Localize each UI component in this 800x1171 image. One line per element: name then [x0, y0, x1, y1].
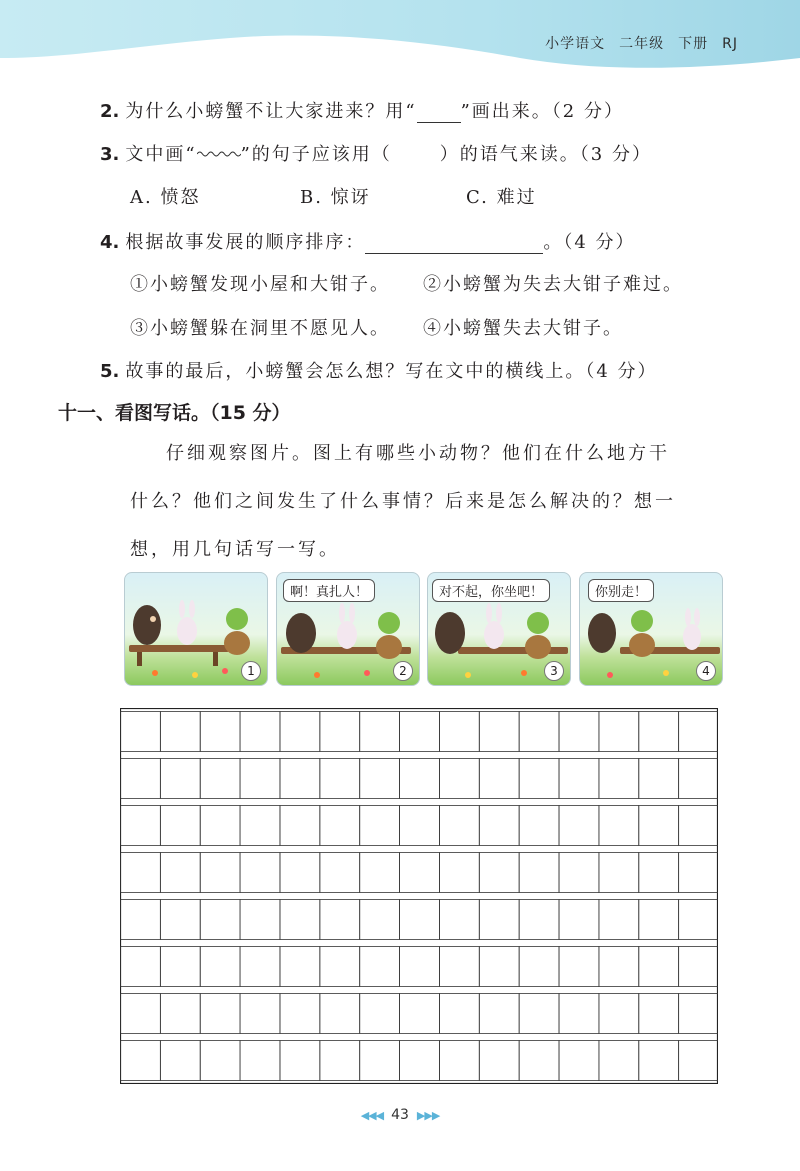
grid-cell — [519, 759, 559, 799]
grid-cell — [160, 1041, 200, 1081]
grid-row — [121, 712, 719, 752]
grid-cell — [639, 806, 679, 846]
grid-cell — [320, 806, 360, 846]
grid-cell — [360, 759, 400, 799]
grid-cell — [160, 806, 200, 846]
header-volume: 下册 — [678, 36, 709, 52]
grid-cell — [479, 994, 519, 1034]
question-number: 5. — [100, 361, 120, 382]
prompt-paragraph — [130, 430, 730, 574]
grid-cell — [400, 947, 440, 987]
grid-cell — [240, 900, 280, 940]
grid-cell — [400, 712, 440, 752]
hedgehog — [286, 613, 316, 653]
grid-cell — [280, 759, 320, 799]
grid-row — [121, 1041, 719, 1081]
grid-cell — [320, 712, 360, 752]
grid-cell — [200, 853, 240, 893]
grid-cell — [320, 900, 360, 940]
grid-border — [121, 709, 718, 1084]
question-text: ”的句子应该用（ — [240, 144, 392, 165]
grid-cell — [599, 853, 639, 893]
grid-cell — [439, 947, 479, 987]
grid-cell — [599, 947, 639, 987]
grid-cell — [280, 712, 320, 752]
grid-cell — [599, 900, 639, 940]
grid-cell — [559, 806, 599, 846]
grid-cell — [160, 712, 200, 752]
grid-cell — [280, 947, 320, 987]
rabbit — [484, 621, 504, 649]
grid-cell — [439, 806, 479, 846]
grid-cell — [479, 806, 519, 846]
question-text: 文中画“ — [125, 144, 197, 165]
question-text: ）的语气来读。（3 分） — [439, 144, 652, 165]
grid-cell — [160, 994, 200, 1034]
grid-cell — [599, 806, 639, 846]
grid-cell — [679, 947, 718, 987]
grid-row — [121, 900, 719, 940]
turtle — [226, 608, 248, 630]
grid-cell — [240, 759, 280, 799]
order-item-3: ③小螃蟹躲在洞里不愿见人。 — [130, 318, 390, 339]
grid-cell — [200, 900, 240, 940]
grid-cell — [519, 806, 559, 846]
rabbit — [177, 617, 197, 645]
grid-cell — [439, 1041, 479, 1081]
speech-bubble: 对不起，你坐吧！ — [432, 579, 550, 602]
grid-cell — [479, 1041, 519, 1081]
order-item-1: ①小螃蟹发现小屋和大钳子。 — [130, 274, 390, 295]
grid-cell — [200, 712, 240, 752]
section-title: 十一、看图写话。（15 分） — [58, 402, 291, 424]
hedgehog — [588, 613, 616, 653]
panel-number: 4 — [696, 661, 716, 681]
grid-cell — [121, 1041, 161, 1081]
grid-cell — [639, 759, 679, 799]
prompt-line: 仔细观察图片。图上有哪些小动物？他们在什么地方干 — [166, 443, 670, 464]
page-footer — [0, 1107, 800, 1123]
question-number: 4. — [100, 232, 120, 253]
grid-cell — [360, 947, 400, 987]
panel-1 — [124, 572, 268, 686]
wavy-underline-sample — [197, 148, 241, 158]
grid-cell — [240, 947, 280, 987]
grid-cell — [320, 853, 360, 893]
grid-row — [121, 759, 719, 799]
question-text: ”画出来。（2 分） — [460, 101, 624, 122]
question-3 — [100, 140, 652, 166]
grid-cell — [679, 759, 718, 799]
speech-bubble: 啊！真扎人！ — [283, 579, 375, 602]
grid-cell — [479, 759, 519, 799]
question-2 — [100, 97, 624, 123]
panel-number: 2 — [393, 661, 413, 681]
option-b[interactable]: B. 惊讶 — [300, 187, 371, 208]
grid-cell — [599, 759, 639, 799]
rabbit — [337, 621, 357, 649]
question-text: 根据故事发展的顺序排序： — [125, 232, 366, 253]
grid-cell — [639, 947, 679, 987]
grid-cell — [280, 994, 320, 1034]
underline-sample — [417, 101, 461, 123]
grid-cell — [121, 759, 161, 799]
option-a[interactable]: A. 愤怒 — [130, 187, 201, 208]
grid-cell — [599, 994, 639, 1034]
grid-cell — [240, 853, 280, 893]
grid-cell — [360, 806, 400, 846]
grid-cell — [121, 806, 161, 846]
header-edition: RJ — [722, 36, 738, 52]
hedgehog — [435, 612, 465, 654]
grid-cell — [320, 1041, 360, 1081]
question-5 — [100, 357, 658, 383]
grid-cell — [639, 712, 679, 752]
option-c[interactable]: C. 难过 — [466, 187, 537, 208]
grid-cell — [400, 806, 440, 846]
grid-cell — [121, 994, 161, 1034]
turtle — [378, 612, 400, 634]
grid-cell — [479, 712, 519, 752]
grid-cell — [439, 853, 479, 893]
grid-cell — [121, 712, 161, 752]
grid-cell — [320, 994, 360, 1034]
grid-cell — [121, 900, 161, 940]
grid-cell — [679, 1041, 718, 1081]
grid-cell — [599, 712, 639, 752]
grid-cell — [519, 994, 559, 1034]
prev-arrows: ◀◀◀ — [360, 1109, 384, 1122]
next-arrows: ▶▶▶ — [416, 1109, 440, 1122]
grid-row — [121, 806, 719, 846]
grid-cell — [280, 1041, 320, 1081]
grid-cell — [559, 994, 599, 1034]
grid-cell — [479, 947, 519, 987]
hedgehog — [133, 605, 161, 645]
grid-cell — [360, 712, 400, 752]
panel-number: 3 — [544, 661, 564, 681]
grid-cell — [360, 1041, 400, 1081]
grid-cell — [519, 900, 559, 940]
turtle — [631, 610, 653, 632]
header-band — [0, 0, 800, 80]
prompt-line: 什么？他们之间发生了什么事情？后来是怎么解决的？想一 — [130, 491, 676, 512]
grid-cell — [559, 900, 599, 940]
question-number: 3. — [100, 144, 120, 165]
grid-cell — [360, 994, 400, 1034]
writing-grid[interactable] — [120, 708, 718, 1084]
grid-cell — [439, 759, 479, 799]
grid-cell — [280, 853, 320, 893]
grid-cell — [559, 759, 599, 799]
grid-cell — [320, 947, 360, 987]
panel-4 — [579, 572, 723, 686]
grid-cell — [439, 994, 479, 1034]
grid-cell — [519, 712, 559, 752]
grid-cell — [479, 900, 519, 940]
grid-cell — [679, 994, 718, 1034]
prompt-line: 想，用几句话写一写。 — [130, 539, 340, 560]
header-grade: 二年级 — [619, 36, 665, 52]
grid-row — [121, 994, 719, 1034]
grid-row — [121, 947, 719, 987]
panel-number: 1 — [241, 661, 261, 681]
grid-cell — [639, 1041, 679, 1081]
header-title — [531, 33, 738, 53]
grid-cell — [160, 853, 200, 893]
grid-cell — [559, 712, 599, 752]
grid-cell — [519, 1041, 559, 1081]
page-number: 43 — [391, 1107, 409, 1123]
turtle — [527, 612, 549, 634]
speech-bubble: 你别走！ — [588, 579, 654, 602]
grid-cell — [240, 806, 280, 846]
grid-cell — [559, 947, 599, 987]
grid-cell — [439, 712, 479, 752]
grid-cell — [639, 853, 679, 893]
grid-cell — [240, 994, 280, 1034]
grid-cell — [679, 712, 718, 752]
grid-cell — [160, 947, 200, 987]
grid-cell — [400, 759, 440, 799]
grid-cell — [519, 853, 559, 893]
answer-line[interactable] — [365, 232, 543, 254]
grid-cell — [559, 853, 599, 893]
grid-cell — [400, 994, 440, 1034]
question-text: 故事的最后，小螃蟹会怎么想？写在文中的横线上。（4 分） — [125, 361, 658, 382]
grid-cell — [679, 853, 718, 893]
grid-cell — [240, 712, 280, 752]
grid-cell — [639, 900, 679, 940]
question-text: 为什么小螃蟹不让大家进来？用“ — [125, 101, 417, 122]
grid-cell — [280, 900, 320, 940]
grid-cell — [121, 947, 161, 987]
rabbit — [683, 624, 701, 650]
grid-cell — [280, 806, 320, 846]
order-item-2: ②小螃蟹为失去大钳子难过。 — [423, 274, 683, 295]
grid-row — [121, 853, 719, 893]
question-4 — [100, 228, 636, 254]
grid-cell — [200, 1041, 240, 1081]
grid-cell — [439, 900, 479, 940]
grid-cell — [240, 1041, 280, 1081]
order-item-4: ④小螃蟹失去大钳子。 — [423, 318, 623, 339]
grid-cell — [121, 853, 161, 893]
grid-cell — [599, 1041, 639, 1081]
grid-cell — [360, 853, 400, 893]
grid-cell — [679, 900, 718, 940]
grid-cell — [160, 759, 200, 799]
grid-cell — [200, 806, 240, 846]
grid-cell — [679, 806, 718, 846]
header-subject: 小学语文 — [545, 36, 606, 52]
grid-cell — [160, 900, 200, 940]
grid-cell — [400, 1041, 440, 1081]
question-number: 2. — [100, 101, 120, 122]
grid-cell — [360, 900, 400, 940]
panel-2 — [276, 572, 420, 686]
grid-cell — [479, 853, 519, 893]
grid-cell — [200, 947, 240, 987]
grid-cell — [320, 759, 360, 799]
grid-cell — [200, 759, 240, 799]
grid-cell — [559, 1041, 599, 1081]
grid-cell — [200, 994, 240, 1034]
grid-cell — [400, 853, 440, 893]
question-text: 。（4 分） — [543, 232, 636, 253]
grid-cell — [639, 994, 679, 1034]
grid-cell — [519, 947, 559, 987]
panel-3 — [427, 572, 571, 686]
grid-cell — [400, 900, 440, 940]
